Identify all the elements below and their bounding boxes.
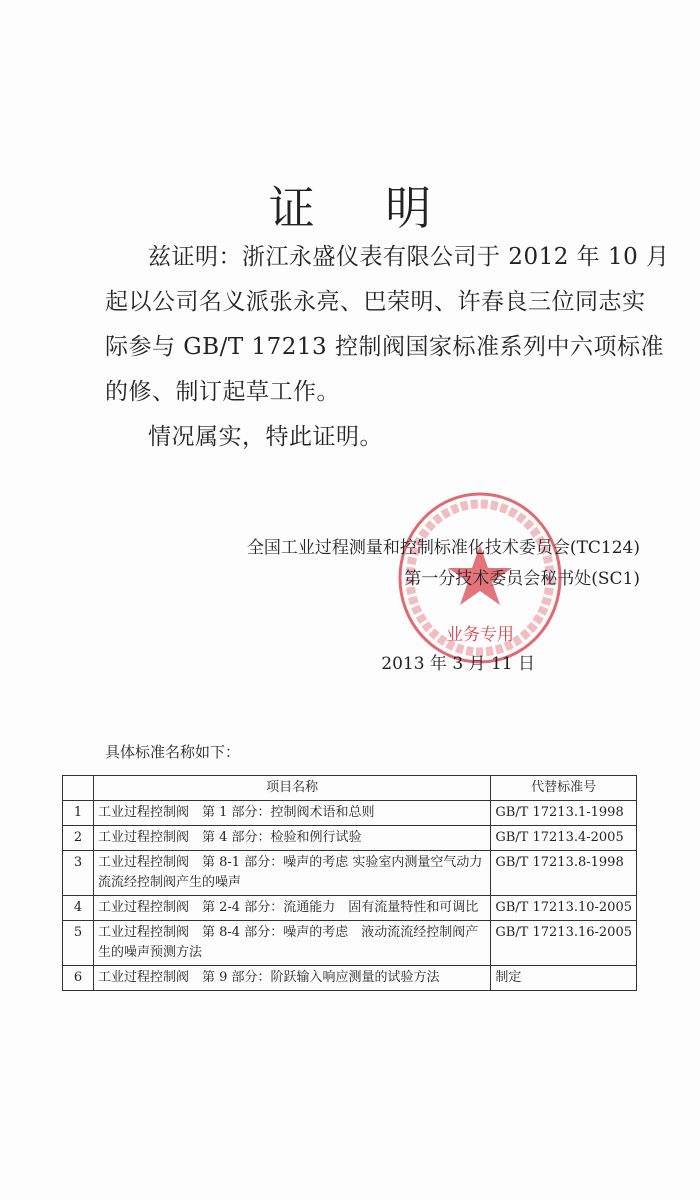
row-std: GB/T 17213.8-1998 — [491, 851, 637, 896]
row-no: 2 — [63, 826, 94, 851]
row-name: 工业过程控制阀 第 8-1 部分：噪声的考虑 实验室内测量空气动力流流经控制阀产生的噪声 — [94, 851, 491, 896]
table-row — [63, 851, 637, 896]
header-name: 项目名称 — [94, 776, 491, 801]
standards-table — [62, 775, 637, 991]
row-std: GB/T 17213.4-2005 — [491, 826, 637, 851]
table-row — [63, 801, 637, 826]
seal-center-text: 业务专用 — [446, 625, 514, 645]
row-std: GB/T 17213.16-2005 — [491, 921, 637, 966]
row-no: 6 — [63, 966, 94, 991]
table-row — [63, 966, 637, 991]
table-row — [63, 921, 637, 966]
row-no: 5 — [63, 921, 94, 966]
issuer-name: 全国工业过程测量和控制标准化技术委员会(TC124) — [246, 538, 640, 558]
header-std: 代替标准号 — [491, 776, 637, 801]
row-name: 工业过程控制阀 第 2-4 部分：流通能力 固有流量特性和可调比 — [94, 896, 491, 921]
row-no: 3 — [63, 851, 94, 896]
row-name: 工业过程控制阀 第 9 部分：阶跃输入响应测量的试验方法 — [94, 966, 491, 991]
body-line: 兹证明：浙江永盛仪表有限公司于 2012 年 10 月 — [148, 244, 670, 270]
table-intro: 具体标准名称如下： — [105, 743, 241, 761]
document-title: 证 明 — [268, 181, 460, 235]
row-name: 工业过程控制阀 第 1 部分：控制阀术语和总则 — [94, 801, 491, 826]
body-line: 起以公司名义派张永亮、巴荣明、许春良三位同志实 — [105, 289, 646, 315]
row-std: 制定 — [491, 966, 637, 991]
table-row — [63, 896, 637, 921]
row-name: 工业过程控制阀 第 8-4 部分：噪声的考虑 液动流流经控制阀产生的噪声预测方法 — [94, 921, 491, 966]
row-name: 工业过程控制阀 第 4 部分：检验和例行试验 — [94, 826, 491, 851]
body-line: 的修、制订起草工作。 — [105, 379, 340, 405]
body-line: 情况属实，特此证明。 — [148, 424, 383, 450]
table-header-row — [63, 776, 637, 801]
issue-date: 2013 年 3 月 11 日 — [381, 654, 535, 674]
row-std: GB/T 17213.1-1998 — [491, 801, 637, 826]
row-std: GB/T 17213.10-2005 — [491, 896, 637, 921]
body-line: 际参与 GB/T 17213 控制阀国家标准系列中六项标准 — [105, 334, 664, 360]
header-no — [63, 776, 94, 801]
table-row — [63, 826, 637, 851]
issuer-office: 第一分技术委员会秘书处(SC1) — [404, 569, 640, 589]
row-no: 1 — [63, 801, 94, 826]
row-no: 4 — [63, 896, 94, 921]
